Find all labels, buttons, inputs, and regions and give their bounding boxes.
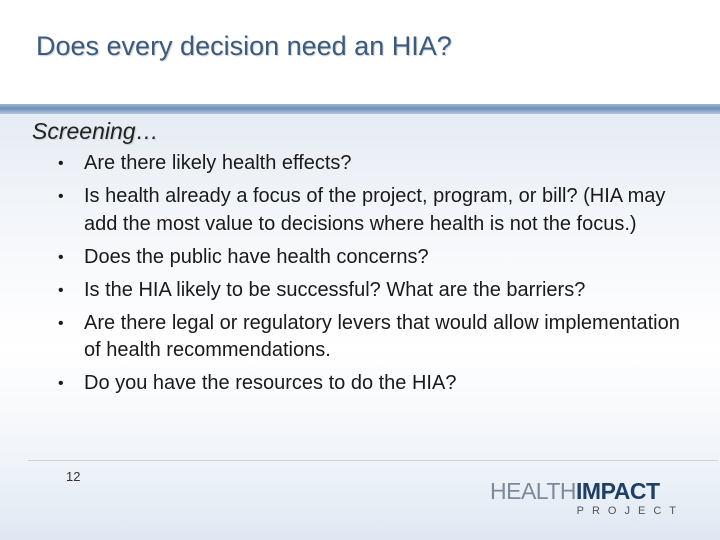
bullet-list (58, 150, 688, 403)
bullet-item (58, 310, 688, 365)
title-area (0, 0, 720, 104)
bullet-icon: • (58, 155, 64, 172)
bullet-icon: • (58, 375, 64, 392)
footer-divider (28, 460, 718, 461)
health-impact-project-logo (490, 478, 686, 520)
logo-word-project: PROJECT (576, 505, 684, 517)
bullet-text: Is health already a focus of the project, program, or bill? (HIA may add the most value to decisions where health is not the focus.) (84, 185, 666, 235)
bullet-item (58, 244, 688, 272)
bullet-icon: • (58, 248, 64, 266)
title-divider (0, 104, 720, 114)
bullet-text: Are there likely health effects? (84, 152, 352, 174)
bullet-icon: • (58, 281, 64, 299)
bullet-icon: • (58, 314, 64, 332)
bullet-item (58, 150, 688, 178)
bullet-text: Does the public have health concerns? (84, 245, 429, 268)
logo-word-impact: IMPACT (576, 478, 660, 504)
page-number: 12 (66, 469, 81, 484)
bullet-item (58, 183, 688, 238)
bullet-item (58, 277, 688, 305)
bullet-icon: • (58, 188, 64, 205)
slide-title: Does every decision need an HIA? (36, 31, 452, 61)
bullet-text: Are there legal or regulatory levers that would allow implementation of health recommendations. (84, 311, 680, 361)
bullet-text: Do you have the resources to do the HIA? (84, 372, 457, 394)
slide-subtitle: Screening… (32, 118, 159, 144)
bullet-item (58, 370, 688, 398)
logo-word-health: HEALTH (490, 478, 577, 504)
logo-wordmark (490, 478, 660, 504)
bullet-text: Is the HIA likely to be successful? What are the barriers? (84, 278, 586, 301)
